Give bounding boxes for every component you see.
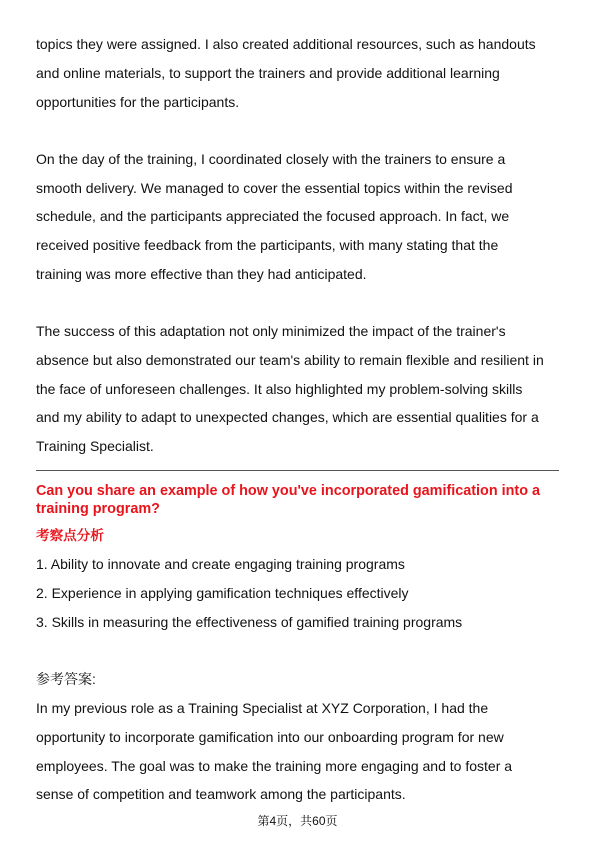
paragraph-2-line-2: smooth delivery. We managed to cover the essential topics within the revised [36, 180, 513, 196]
paragraph-1-line-3: opportunities for the participants. [36, 94, 240, 110]
paragraph-3-line-2: absence but also demonstrated our team's ability to remain flexible and resilient in [36, 352, 544, 368]
answer-line-2: opportunity to incorporate gamification into our onboarding program for new [36, 729, 504, 745]
paragraph-2-line-3: schedule, and the participants appreciated the focused approach. In fact, we [36, 208, 510, 224]
answer-heading: 参考答案: [36, 671, 96, 687]
paragraph-2-line-5: training was more effective than they had anticipated. [36, 266, 367, 282]
analysis-heading: 考察点分析 [36, 528, 104, 543]
section-divider [36, 470, 559, 471]
paragraph-2-line-1: On the day of the training, I coordinated closely with the trainers to ensure a [36, 151, 506, 167]
paragraph-3-line-3: the face of unforeseen challenges. It also highlighted my problem-solving skills [36, 381, 523, 397]
paragraph-1-line-2: and online materials, to support the trainers and provide additional learning [36, 65, 500, 81]
answer-line-4: sense of competition and teamwork among the participants. [36, 786, 406, 802]
answer-line-1: In my previous role as a Training Specialist at XYZ Corporation, I had the [36, 700, 489, 716]
paragraph-2-line-4: received positive feedback from the participants, with many stating that the [36, 237, 499, 253]
analysis-point-2: 2. Experience in applying gamification techniques effectively [36, 585, 409, 601]
paragraph-1-line-1: topics they were assigned. I also created additional resources, such as handouts [36, 36, 536, 52]
analysis-point-1: 1. Ability to innovate and create engaging training programs [36, 556, 405, 572]
question-line-1: Can you share an example of how you've incorporated gamification into a [36, 483, 540, 499]
paragraph-3-line-1: The success of this adaptation not only minimized the impact of the trainer's [36, 323, 506, 339]
analysis-point-3: 3. Skills in measuring the effectiveness of gamified training programs [36, 614, 463, 630]
page-number-footer: 第4页，共60页 [257, 814, 338, 828]
paragraph-3-line-4: and my ability to adapt to unexpected changes, which are essential qualities for a [36, 409, 539, 425]
question-line-2: training program? [36, 501, 160, 517]
paragraph-3-line-5: Training Specialist. [36, 438, 154, 454]
answer-line-3: employees. The goal was to make the training more engaging and to foster a [36, 758, 513, 774]
